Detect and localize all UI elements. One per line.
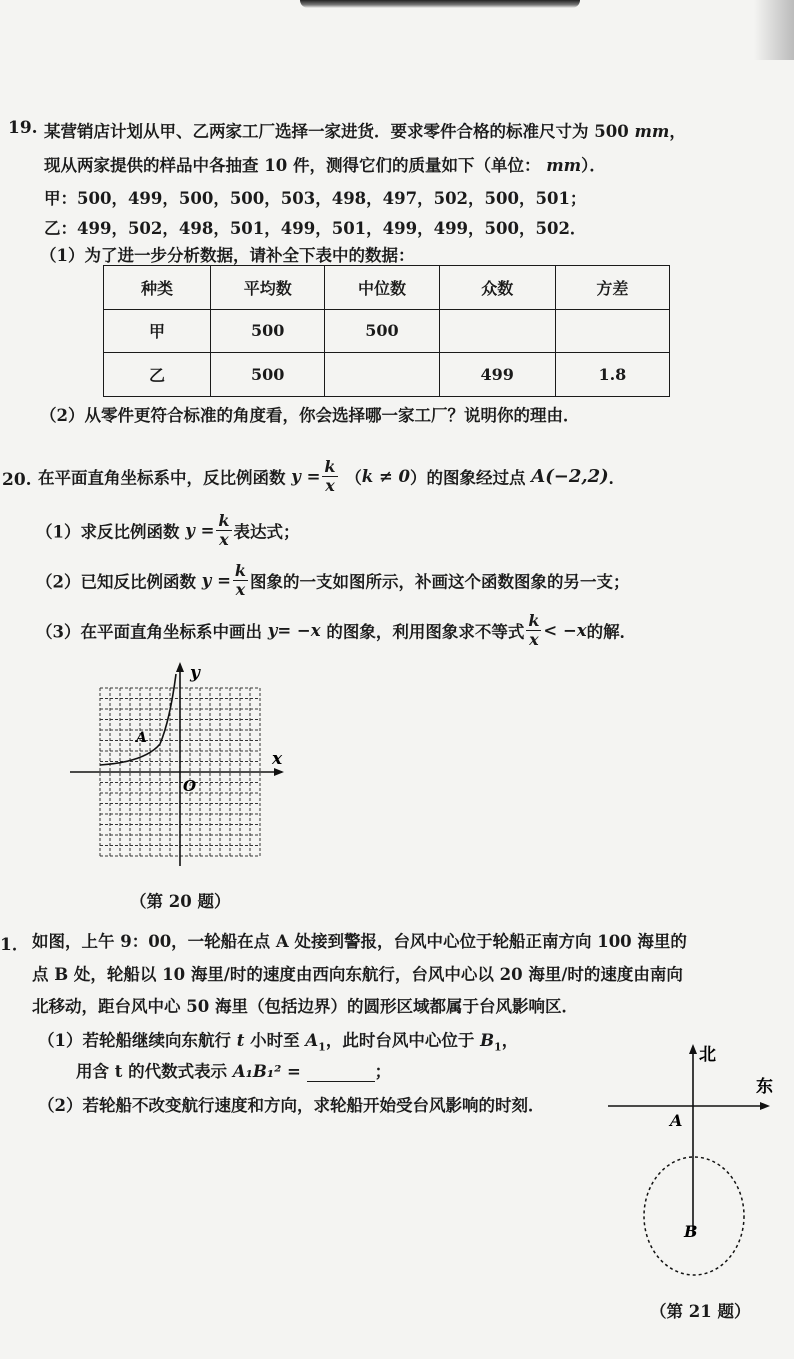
table-cell: 1.8 xyxy=(555,353,669,397)
table-cell: 499 xyxy=(439,353,555,397)
point-b-label: B xyxy=(684,1222,698,1241)
q19-line1: 某营销店计划从甲、乙两家工厂选择一家进货．要求零件合格的标准尺寸为 500 mm， xyxy=(44,122,686,141)
page-edge-shadow xyxy=(300,0,580,8)
table-header: 方差 xyxy=(555,266,669,310)
q19-part2: （2）从零件更符合标准的角度看，你会选择哪一家工厂？说明你的理由． xyxy=(40,406,580,425)
q19-number: 19. xyxy=(8,118,38,138)
q20-part1: （1）求反比例函数 y = $\frac{k}{x}$ 表达式； xyxy=(36,511,300,549)
q21-diagram xyxy=(600,1040,794,1290)
q19-part1: （1）为了进一步分析数据，请补全下表中的数据： xyxy=(40,246,415,265)
east-label: 东 xyxy=(756,1077,773,1097)
fraction-k-over-x: $\frac{k}{x}$ xyxy=(234,561,246,599)
table-cell: 500 xyxy=(211,353,325,397)
table-cell: 500 xyxy=(325,309,439,353)
table-cell-blank xyxy=(325,353,439,397)
q21-caption: （第 21 题） xyxy=(650,1302,751,1321)
y-axis-label: y xyxy=(190,663,200,683)
q21-line1: 如图，上午 9：00，一轮船在点 A 处接到警报，台风中心位于轮船正南方向 100 海里的 xyxy=(32,932,687,951)
q20-coordinate-graph xyxy=(60,660,300,870)
table-header: 众数 xyxy=(439,266,555,310)
origin-label: O xyxy=(183,777,197,795)
fraction-k-over-x: $\frac{k}{x}$ xyxy=(218,511,230,549)
table-cell: 甲 xyxy=(104,309,211,353)
q21-line2: 点 B 处，轮船以 10 海里/时的速度由西向东航行，台风中心以 20 海里/时的速度由南向 xyxy=(32,965,683,984)
north-arrow-icon xyxy=(689,1044,697,1054)
q19-data-table xyxy=(103,265,670,397)
x-axis xyxy=(70,768,284,776)
east-arrow-icon xyxy=(760,1102,770,1110)
table-header: 平均数 xyxy=(211,266,325,310)
typhoon-circle xyxy=(644,1157,744,1275)
q21-number: 1． xyxy=(0,935,29,955)
table-cell: 500 xyxy=(211,309,325,353)
q21-part1-line2: 用含 t 的代数式表示 A₁B₁² = ； xyxy=(76,1062,392,1081)
table-row xyxy=(104,309,670,353)
q20-part3: （3）在平面直角坐标系中画出 y= −x 的图象，利用图象求不等式 $\frac{k}{x}$ < −x的解． xyxy=(36,611,637,649)
fraction-k-over-x: $\frac{k}{x}$ xyxy=(528,611,540,649)
q20-number: 20. xyxy=(2,470,32,490)
q19-yi-data: 乙：499，502，498，501，499，501，499，499，500，502． xyxy=(44,219,587,238)
x-axis-label: x xyxy=(272,749,283,769)
page-corner-shadow xyxy=(754,0,794,60)
q21-line3: 北移动，距台风中心 50 海里（包括边界）的圆形区域都属于台风影响区． xyxy=(32,997,578,1016)
table-cell: 乙 xyxy=(104,353,211,397)
answer-blank[interactable] xyxy=(307,1065,375,1082)
table-header: 中位数 xyxy=(325,266,439,310)
table-header: 种类 xyxy=(104,266,211,310)
fraction-k-over-x: $\frac{k}{x}$ xyxy=(324,457,336,495)
table-header-row xyxy=(104,266,670,310)
q20-caption: （第 20 题） xyxy=(130,892,231,911)
north-label: 北 xyxy=(699,1045,716,1065)
q20-part2: （2）已知反比例函数 y = $\frac{k}{x}$ 图象的一支如图所示，补画这个函数图象的另一支； xyxy=(36,561,630,599)
table-cell-blank xyxy=(555,309,669,353)
q20-stem: 在平面直角坐标系中，反比例函数 y = $\frac{k}{x}$ （k ≠ 0）的图象经过点 A(−2,2)． xyxy=(38,457,626,495)
point-a-label: A xyxy=(136,730,147,746)
q19-jia-data: 甲：500，499，500，500，503，498，497，502，500，501； xyxy=(44,189,587,208)
q21-part1: （1）若轮船继续向东航行 t 小时至 $A_1$，此时台风中心位于 $B_1$， xyxy=(38,1031,519,1054)
q21-part2: （2）若轮船不改变航行速度和方向，求轮船开始受台风影响的时刻． xyxy=(38,1096,545,1115)
point-a-label: A xyxy=(670,1111,683,1130)
table-cell-blank xyxy=(439,309,555,353)
q19-line2: 现从两家提供的样品中各抽查 10 件，测得它们的质量如下（单位： mm）． xyxy=(44,156,606,175)
table-row xyxy=(104,353,670,397)
